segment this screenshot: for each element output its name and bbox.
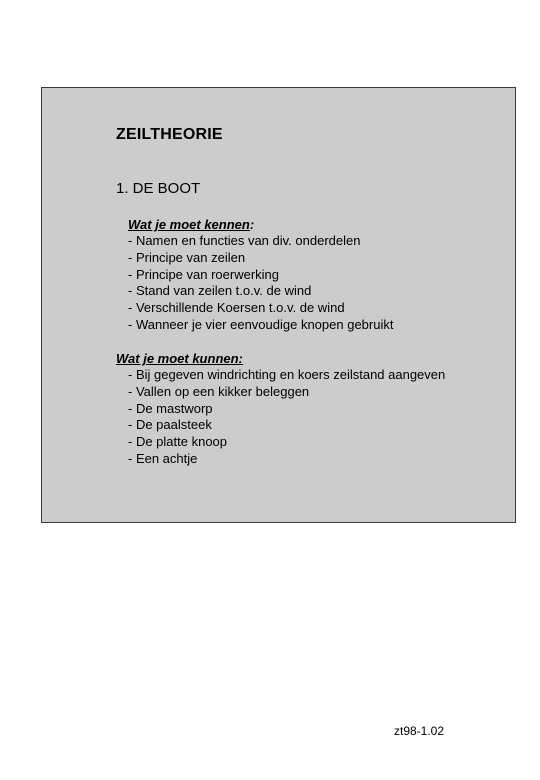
section-skills: [116, 350, 445, 468]
list-item: - Wanneer je vier eenvoudige knopen gebruikt: [128, 316, 394, 332]
list-item: - Principe van roerwerking: [128, 266, 280, 282]
page-code: zt98-1.02: [394, 724, 445, 738]
section-title: 1. DE BOOT: [116, 180, 201, 197]
section-knowledge-heading: [128, 216, 393, 233]
skills-list: [116, 367, 445, 468]
list-item: - De platte knoop: [128, 434, 228, 450]
knowledge-list: [128, 233, 393, 334]
list-item: - Bij gegeven windrichting en koers zeilstand aangeven: [128, 367, 446, 382]
section-skills-heading-text: Wat je moet kunnen:: [116, 351, 243, 366]
content-panel: [41, 87, 516, 523]
list-item: - Verschillende Koersen t.o.v. de wind: [128, 300, 345, 316]
list-item: - De mastworp: [128, 400, 213, 416]
list-item: - Een achtje: [128, 450, 198, 466]
list-item: - Namen en functies van div. onderdelen: [128, 233, 361, 248]
list-item: - De paalsteek: [128, 417, 212, 433]
list-item: - Stand van zeilen t.o.v. de wind: [128, 283, 312, 299]
list-item: - Principe van zeilen: [128, 249, 246, 265]
list-item: - Vallen op een kikker beleggen: [128, 383, 310, 399]
section-knowledge-heading-colon: :: [249, 217, 255, 232]
section-knowledge: [128, 216, 393, 334]
page-title: ZEILTHEORIE: [116, 126, 223, 143]
section-skills-heading: [116, 350, 445, 367]
section-knowledge-heading-text: Wat je moet kennen: [128, 217, 250, 232]
